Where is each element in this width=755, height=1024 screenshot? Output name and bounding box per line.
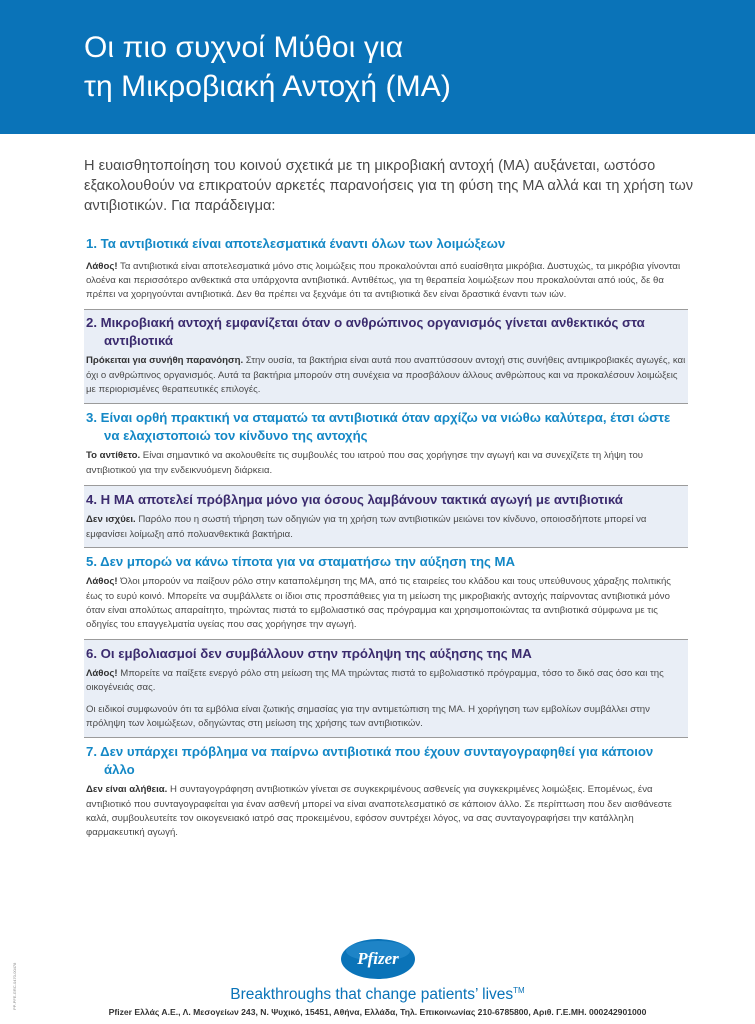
myth-text: Όλοι μπορούν να παίξουν ρόλο στην καταπολέμηση της ΜΑ, από τις εταιρείες του κλάδου και τους υπεύθυνους χάραξης πολιτικής έως το ευρύ κοινό. Μπορείτε να συμβάλλετε οι ίδιοι στις προσπάθειες για τη μείωση της μικροβιακής αντοχής παίρνοντας αντιβιοτικά μόνο όταν είναι απολύτως απαραίτητο, τηρώντας πιστά το εμβολιαστικό σας πρόγραμμα και χρησιμοποιώντας τα αντιβιοτικά σύμφωνα με τις οδηγίες του επαγγελματία υγείας που σας χορήγησε την αγωγή. bbox=[86, 576, 671, 631]
myth-body bbox=[86, 667, 686, 696]
company-footer: Pfizer Ελλάς Α.Ε., Λ. Μεσογείων 243, Ν. Ψυχικό, 15451, Αθήνα, Ελλάδα, Τηλ. Επικοινωνίας 210-6785800, Αριθ. Γ.Ε.ΜΗ. 000242901000 bbox=[108, 1007, 647, 1017]
myth-body bbox=[86, 575, 686, 632]
myth-item-1 bbox=[84, 232, 688, 309]
myth-text: Τα αντιβιοτικά είναι αποτελεσματικά μόνο στις λοιμώξεις που προκαλούνται από ευαίσθητα μικρόβια. Δυστυχώς, τα μικρόβια γίνονται ολοένα και περισσότερο ανθεκτικά στα υπάρχοντα αντιβιοτικά. Αντιθέτως, για τη θεραπεία λοιμώξεων που προκαλούνται από ιούς, δε θα πρέπει να χορηγούνται αντιβιοτικά. Δεν θα πρέπει να ξεχνάμε ότι τα αντιβιοτικά δεν είναι δραστικά έναντι των ιών. bbox=[86, 260, 681, 301]
myth-verdict: Λάθος! bbox=[86, 668, 118, 680]
tagline bbox=[0, 986, 755, 1004]
page-title bbox=[84, 28, 451, 106]
myth-title: 6. Οι εμβολιασμοί δεν συμβάλλουν στην πρόληψη της αύξησης της ΜΑ bbox=[86, 645, 532, 661]
myth-title: 7. Δεν υπάρχει πρόβλημα να παίρνω αντιβιοτικά που έχουν συνταγογραφηθεί για κάποιον άλλο bbox=[86, 744, 654, 777]
myth-title: 5. Δεν μπορώ να κάνω τίποτα για να σταματήσω την αύξηση της ΜΑ bbox=[86, 553, 516, 569]
pfizer-logo-text: Pfizer bbox=[357, 949, 399, 968]
myth-text: Παρόλο που η σωστή τήρηση των οδηγιών για τη χρήση των αντιβιοτικών μειώνει τον κίνδυνο, οποιοσδήποτε μπορεί να εμφανίσει λοίμωξη από πολυανθεκτικά βακτήρια. bbox=[86, 514, 647, 540]
myth-body bbox=[86, 513, 686, 542]
myth-body bbox=[86, 783, 686, 840]
myth-item-7 bbox=[84, 738, 688, 840]
myth-item-4 bbox=[84, 486, 688, 547]
intro-paragraph: Η ευαισθητοποίηση του κοινού σχετικά με τη μικροβιακή αντοχή (ΜΑ) αυξάνεται, ωστόσο εξακολουθούν να επικρατούν αρκετές παρανοήσεις για τη φύση της ΜΑ αλλά και τη χρήση των αντιβιοτικών. Για παράδειγμα: bbox=[84, 158, 694, 214]
document-code: PP-PFE-GRC-0470-00478 bbox=[12, 962, 17, 1010]
myth-text: Είναι σημαντικό να ακολουθείτε τις συμβουλές του ιατρού που σας χορήγησε την αγωγή και να συνεχίζετε τη λήψη του αντιβιοτικού για την ενδεικνυόμενη διάρκεια. bbox=[86, 450, 644, 476]
myths-list bbox=[84, 232, 688, 841]
header-banner bbox=[0, 0, 755, 134]
myth-item-6 bbox=[84, 640, 688, 738]
myth-text: Η συνταγογράφηση αντιβιοτικών γίνεται σε συγκεκριμένους ασθενείς για συγκεκριμένες λοιμώξεις. Επομένως, ένα αντιβιοτικό που συνταγογραφείται για έναν ασθενή μπορεί να είναι αναποτελεσματικό σε κάποιον άλλο. Σε περίπτωση που δεν αισθάνεστε καλά, συμβουλευτείτε τον οικογενειακό ιατρό σας προκειμένου, εφόσον συντρέχει λόγος, να σας συνταγογραφήσει την κατάλληλη φαρμακευτική αγωγή. bbox=[86, 784, 672, 839]
pfizer-logo bbox=[339, 937, 417, 981]
myth-title: 3. Είναι ορθή πρακτική να σταματώ τα αντιβιοτικά όταν αρχίζω να νιώθω καλύτερα, έτσι ώστε να ελαχιστοποιώ τον κίνδυνο της αντοχής bbox=[86, 410, 671, 443]
myth-verdict: Πρόκειται για συνήθη παρανόηση. bbox=[86, 355, 244, 367]
myth-text: Στην ουσία, τα βακτήρια είναι αυτά που αναπτύσσουν αντοχή στις συνήθεις αντιμικροβιακές αγωγές, και όχι ο ανθρώπινος οργανισμός. Αυτά τα βακτήρια μπορούν στη συνέχεια να προσβάλουν άλλους ανθρώπους και να προκαλέσουν λοιμώξεις με περιορισμένες θεραπευτικές επιλογές. bbox=[86, 355, 686, 395]
myth-item-3 bbox=[84, 404, 688, 485]
myth-verdict: Δεν ισχύει. bbox=[86, 514, 136, 526]
myth-body bbox=[86, 449, 686, 478]
myth-verdict: Λάθος! bbox=[86, 260, 118, 272]
myth-title: 2. Μικροβιακή αντοχή εμφανίζεται όταν ο ανθρώπινος οργανισμός γίνεται ανθεκτικός στα αντιβιοτικά bbox=[86, 315, 645, 348]
myth-body bbox=[86, 354, 686, 397]
trademark: TM bbox=[513, 986, 525, 995]
myth-item-2 bbox=[84, 310, 688, 403]
myth-text: Μπορείτε να παίξετε ενεργό ρόλο στη μείωση της ΜΑ τηρώντας πιστά το εμβολιαστικό πρόγραμμα, τόσο το δικό σας όσο και της οικογένειάς σας. bbox=[86, 668, 664, 694]
myth-verdict: Δεν είναι αλήθεια. bbox=[86, 784, 168, 796]
myth-verdict: Το αντίθετο. bbox=[86, 450, 141, 462]
myth-title: 1. Τα αντιβιοτικά είναι αποτελεσματικά έναντι όλων των λοιμώξεων bbox=[86, 236, 506, 251]
tagline-text: Breakthroughs that change patients’ lives bbox=[230, 986, 514, 1004]
myth-verdict: Λάθος! bbox=[86, 576, 118, 588]
myth-body bbox=[86, 260, 686, 303]
myth-extra-text: Οι ειδικοί συμφωνούν ότι τα εμβόλια είναι ζωτικής σημασίας για την αντιμετώπιση της ΜΑ. Η χορήγηση των εμβολίων συμβάλλει στην πρόληψη των λοιμώξεων, οδηγώντας στη μείωση της χρήσης των αντιβιοτικών. bbox=[86, 703, 650, 730]
title-line-1: Οι πιο συχνοί Μύθοι για bbox=[84, 31, 404, 64]
myth-title: 4. Η ΜΑ αποτελεί πρόβλημα μόνο για όσους λαμβάνουν τακτικά αγωγή με αντιβιοτικά bbox=[86, 491, 623, 507]
title-line-2: τη Μικροβιακή Αντοχή (ΜΑ) bbox=[84, 70, 451, 103]
myth-item-5 bbox=[84, 548, 688, 639]
